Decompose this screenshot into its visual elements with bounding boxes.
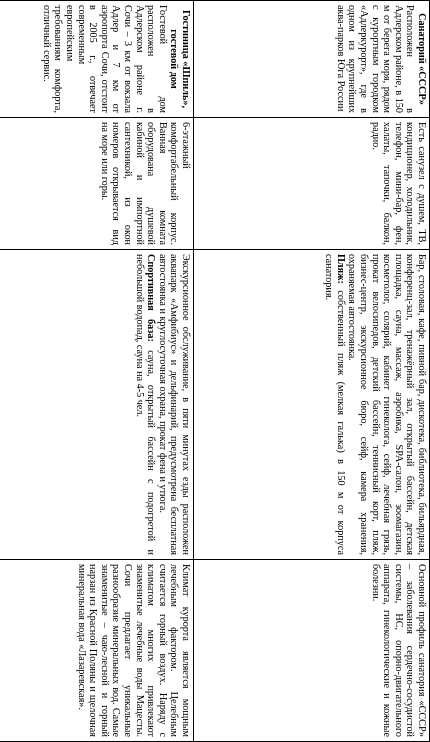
name-cell — [194, 1, 430, 118]
services-text: Бар, столовая, кафе, пивной бар, дискотека, библиотека, бильярдная, конференц-зал, тренажёрный зал, открытый бассейн, детская площадка, сауна, массаж, аэробика, SPA-салон, зоомагазин, косметолог, солярий, кабинет гинеколога, сейф, лечебная грязь, прокат велосипедов, детский бассейн, теннисный корт, пляж, бизнес-центр, экскурсионное бюро, сейф, камера хранения, охраняемая автостоянка. — [346, 254, 427, 555]
services-cell — [0, 250, 194, 560]
sport-label: Спортивная база: — [145, 254, 157, 342]
hotel-title: Санаторий «СССР» — [416, 13, 427, 105]
hotel-title: Гостиница «Шпиль», гостевой дом — [168, 9, 191, 109]
rooms-cell — [0, 118, 194, 250]
name-cell — [0, 1, 194, 118]
table-row — [194, 1, 430, 742]
medical-cell — [194, 560, 430, 742]
medical-text: Климат курорта является мощным лечебным фактором. Целебным считается горный воздух. Наряду с климатом многих привлекают знаменитые лечебные воды Мацесты. Сочи предлагает уникальные разнообразие минеральных вод. Самые знаменитые – чаю-лесной и горный нарзан из Красной Поляны и щелочная минеральная вода «Лазаревская». — [75, 564, 191, 737]
medical-cell — [0, 560, 194, 742]
sport-text: сауна, открытый бассейн с подогретой и небольшой водопад, сауна на 4-5 чел. — [133, 254, 157, 555]
rooms-text: 6-этажный комфортабельный корпус. Ванная комната оборудована душевой кабиной и импортной сантехникой, из окон номеров открывается вид на море или горы. — [98, 122, 191, 245]
table-row — [0, 1, 194, 742]
services-text: Экскурсионное обслуживание, в пяти минутах езды расположен аквапарк «Амфибиус» и дельфинарий, предусмотрена бесплатная автостоянка и круглосуточная охрана, прокат фена и утюга. — [156, 254, 191, 555]
hotel-description: Расположен в Адлерском районе, в 150 м от берега моря, рядом с курортным городком «Адлеркурорт», где в одном из крупнейших аква-парков Юга России — [334, 5, 416, 113]
services-cell — [194, 250, 430, 560]
beach-label: Пляж: — [334, 254, 346, 284]
rooms-text: Есть санузел с душем, ТВ, кондиционер, холодильник, телефон, мини-бар, фен, халаты, тапочки, балкон, радио. — [369, 122, 427, 245]
beach-text: собственный пляж (мелкая галька) в 150 м от корпуса санатория. — [323, 254, 346, 556]
hotel-description: Гостевой дом расположен в Адлерском районе г. Сочи – 3 км от вокзала Адлер и 7 км от аэропорта Сочи, отстоит в 2005 г., отвечает современным европейским требованиям комфорта, отличный сервис. — [40, 5, 168, 113]
rooms-cell — [194, 118, 430, 250]
medical-text: Основной профиль санатория «СССР» – заболевания сердечно-сосудистой системы, НС, опорно-двигательного аппарата, гинекологические и кожные болезни. — [369, 564, 427, 737]
